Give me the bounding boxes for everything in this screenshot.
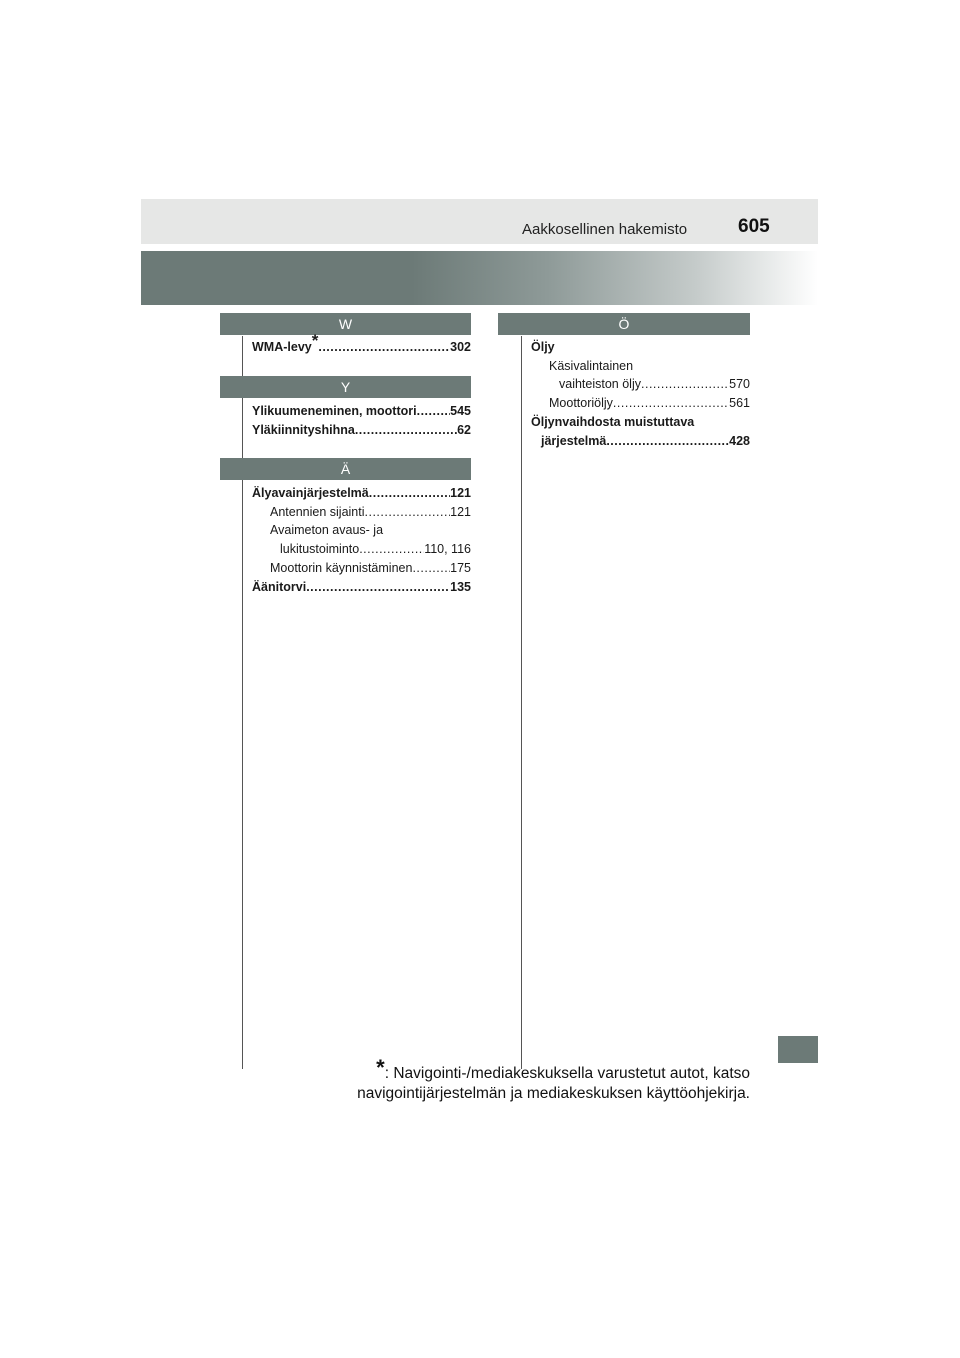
- footnote-marker: *: [311, 331, 319, 350]
- index-subentry: Avaimeton avaus- ja: [270, 523, 384, 538]
- entry-page: 561: [729, 396, 750, 411]
- column-divider-left: [242, 336, 243, 1069]
- entry-label: Antennien sijainti: [270, 504, 365, 519]
- entry-page: 428: [729, 433, 750, 448]
- index-subentry-continued[interactable]: [531, 375, 750, 394]
- section-header-oe: Ö: [498, 313, 750, 335]
- index-entry[interactable]: [252, 484, 471, 503]
- entry-page: 135: [450, 579, 471, 594]
- entry-page: 121: [450, 504, 471, 519]
- entry-page: 110, 116: [424, 542, 471, 557]
- footnote: [290, 1055, 750, 1104]
- leader-dots: [369, 484, 450, 503]
- chapter-tab: [778, 1036, 818, 1063]
- entry-label: järjestelmä: [541, 433, 607, 448]
- page-number: 605: [738, 216, 770, 237]
- entry-page: 62: [457, 422, 471, 437]
- entry-label: lukitustoiminto: [280, 542, 360, 557]
- entry-label: Ylikuumeneminen, moottori: [252, 404, 417, 418]
- section-entries-ae: [252, 484, 471, 596]
- entry-label: Moottorin käynnistäminen: [270, 560, 413, 575]
- index-entry[interactable]: [252, 402, 471, 421]
- leader-dots: [412, 559, 450, 578]
- entry-label: vaihteiston öljy: [559, 377, 641, 392]
- section-header-ae: Ä: [220, 458, 471, 480]
- section-header-w: W: [220, 313, 471, 335]
- section-entries-w: [252, 331, 471, 357]
- section-header-y: Y: [220, 376, 471, 398]
- index-entry-continued[interactable]: [531, 432, 750, 451]
- leader-dots: [641, 375, 729, 394]
- index-entry[interactable]: [252, 578, 471, 597]
- index-subentry-continued[interactable]: [252, 540, 471, 559]
- leader-dots: [417, 402, 451, 421]
- section-entries-y: [252, 402, 471, 439]
- index-subentry: Käsivalintainen: [549, 358, 634, 373]
- entry-label: Älyavainjärjestelmä: [252, 486, 369, 500]
- leader-dots: [318, 338, 450, 357]
- index-subentry[interactable]: [252, 559, 471, 578]
- footnote-line-1: : Navigointi-/mediakeskuksella varustetut autot, katso: [384, 1065, 750, 1082]
- header-bar: [141, 199, 818, 244]
- index-entry[interactable]: [252, 331, 471, 357]
- index-entry[interactable]: [252, 421, 471, 440]
- footnote-line-2: navigointijärjestelmän ja mediakeskuksen käyttöohjekirja.: [357, 1085, 750, 1102]
- leader-dots: [355, 421, 457, 440]
- entry-label: Moottoriöljy: [549, 396, 613, 411]
- banner-bar: [141, 251, 818, 305]
- leader-dots: [606, 432, 729, 451]
- header-title: Aakkosellinen hakemisto: [522, 221, 688, 238]
- leader-dots: [306, 578, 450, 597]
- leader-dots: [359, 540, 424, 559]
- leader-dots: [613, 394, 729, 413]
- index-subentry[interactable]: [531, 394, 750, 413]
- index-entry: Öljy: [531, 340, 555, 354]
- entry-label: Äänitorvi: [252, 579, 307, 594]
- index-entry: Öljynvaihdosta muistuttava: [531, 414, 695, 429]
- entry-page: 545: [450, 404, 471, 418]
- index-subentry[interactable]: [252, 503, 471, 522]
- section-entries-oe: [531, 338, 750, 450]
- entry-label: WMA-levy: [252, 340, 312, 354]
- entry-page: 175: [450, 560, 471, 575]
- entry-page: 570: [729, 377, 750, 392]
- entry-label: Yläkiinnityshihna: [252, 422, 355, 437]
- footnote-marker: *: [376, 1055, 385, 1080]
- entry-page: 302: [450, 340, 471, 354]
- entry-page: 121: [450, 486, 471, 500]
- leader-dots: [365, 503, 451, 522]
- column-divider-middle: [521, 336, 522, 1069]
